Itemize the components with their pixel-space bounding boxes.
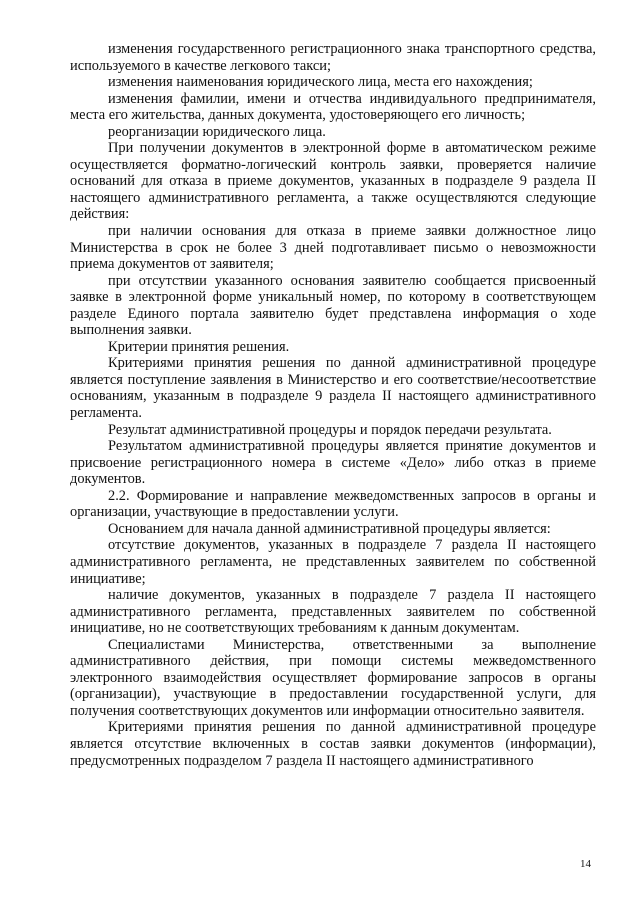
paragraph: изменения наименования юридического лица, места его нахождения; <box>108 74 533 91</box>
paragraph: при отсутствии указанного основания заявителю сообщается присвоенный заявке в электронной форме уникальный номер, по которому в соответствующем разделе Единого портала заявителю будет представлена информация о ходе выполнения заявки. <box>70 272 596 339</box>
paragraph: изменения государственного регистрационного знака транспортного средства, используемого в качестве легкового такси; <box>70 41 596 74</box>
page-number: 14 <box>580 858 591 870</box>
paragraph: Критерии принятия решения. <box>108 338 290 355</box>
paragraph: Критериями принятия решения по данной административной процедуре является отсутствие включенных в состав заявки документов (информации), предусмотренных подразделом 7 раздела II настоящего административного <box>70 719 596 769</box>
paragraph: наличие документов, указанных в подразделе 7 раздела II настоящего административного регламента, представленных заявителем по собственной инициативе, но не соответствующих требованиям к данным документам. <box>70 587 596 637</box>
paragraph: Критериями принятия решения по данной административной процедуре является поступление заявления в Министерство и его соответствие/несоответствие основаниям, указанным в подразделе 9 раздела II настоящего административного регламента. <box>70 355 596 422</box>
paragraph: Основанием для начала данной административной процедуры является: <box>108 520 551 537</box>
paragraph: При получении документов в электронной форме в автоматическом режиме осуществляется форматно-логический контроль заявки, проверяется наличие оснований для отказа в приеме документов, указанных в подразделе 9 раздела II настоящего административного регламента, а также осуществляются следующие действия: <box>70 140 596 223</box>
paragraph: при наличии основания для отказа в приеме заявки должностное лицо Министерства в срок не более 3 дней подготавливает письмо о невозможности приема документов от заявителя; <box>70 223 596 273</box>
document-body <box>70 41 596 769</box>
section-heading: 2.2. Формирование и направление межведомственных запросов в органы и организации, участвующие в предоставлении услуги. <box>70 487 596 521</box>
paragraph: отсутствие документов, указанных в подразделе 7 раздела II настоящего административного регламента, не представленных заявителем по собственной инициативе; <box>70 537 596 587</box>
paragraph: Результатом административной процедуры является принятие документов и присвоение регистрационного номера в системе «Дело» либо отказ в приеме документов. <box>70 438 596 488</box>
paragraph: реорганизации юридического лица. <box>108 123 326 140</box>
paragraph: Результат административной процедуры и порядок передачи результата. <box>108 421 552 438</box>
paragraph: изменения фамилии, имени и отчества индивидуального предпринимателя, места его жительства, данных документа, удостоверяющего его личность; <box>70 90 596 124</box>
paragraph: Специалистами Министерства, ответственными за выполнение административного действия, при помощи системы межведомственного электронного взаимодействия осуществляет формирование запросов в органы (организации), участвующие в предоставлении государственной услуги, для получения соответствующих документов или информации относительно заявителя. <box>70 636 596 719</box>
